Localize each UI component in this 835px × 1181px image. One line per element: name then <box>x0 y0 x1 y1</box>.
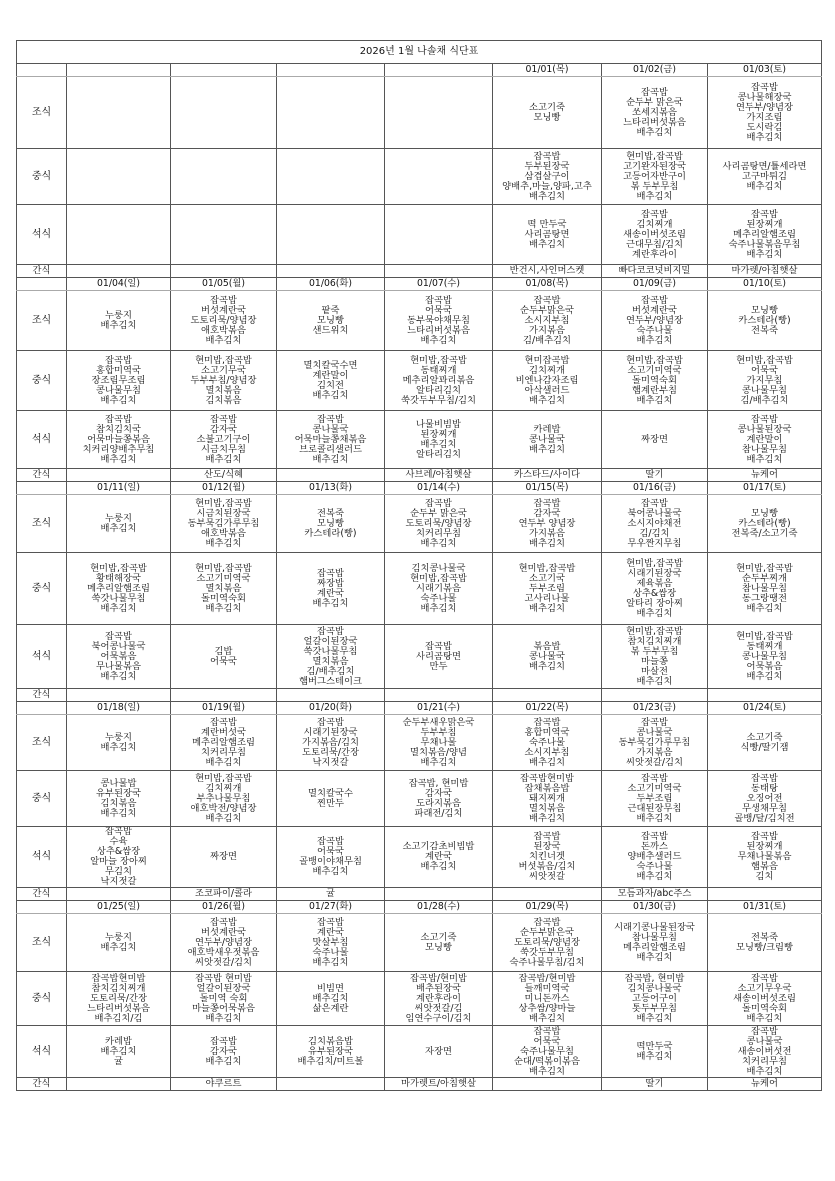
snack-cell <box>708 689 822 702</box>
lunch-menu-cell: 잡곡밥, 현미밥 김치콩나물국 고등어구이 톳두부무침 배추김치 <box>602 972 708 1026</box>
date-cell: 01/05(월) <box>171 278 277 291</box>
breakfast-menu-cell: 잡곡밥 콩나물국 동부묵김가루무침 가지볶음 씨앗젓갈/김치 <box>602 715 708 771</box>
snack-cell <box>67 1078 171 1091</box>
meal-label: 조식 <box>17 715 67 771</box>
breakfast-menu-cell <box>67 77 171 149</box>
dinner-menu-cell: 떡 만두국 사리곰탕면 배추김치 <box>493 205 602 265</box>
date-cell: 01/10(토) <box>708 278 822 291</box>
meal-plan-table <box>16 40 822 1091</box>
dinner-menu-cell: 잡곡밥 북어콩나물국 어묵볶음 무나물볶음 배추김치 <box>67 625 171 689</box>
snack-cell <box>67 689 171 702</box>
lunch-menu-cell: 현미밥,잡곡밥 소고기무국 두부부침/양념장 멸치볶음 김치볶음 <box>171 351 277 411</box>
breakfast-menu-cell: 모닝빵 카스테라(빵) 전복죽/소고기죽 <box>708 495 822 553</box>
dinner-menu-cell: 잡곡밥 김치찌개 새송이버섯조림 근대무침/김치 계란후라이 <box>602 205 708 265</box>
snack-label: 간식 <box>17 1078 67 1091</box>
dinner-menu-cell: 카레밥 콩나물국 배추김치 <box>493 411 602 469</box>
dinner-menu-cell: 잡곡밥 어묵국 골뱅이야채무침 배추김치 <box>277 827 385 888</box>
breakfast-menu-cell: 잡곡밥 시래기된장국 가지볶음/김치 도토리묵/간장 낙지젓갈 <box>277 715 385 771</box>
breakfast-menu-cell: 잡곡밥 계란버섯국 메추리알햄조림 치커리무침 배추김치 <box>171 715 277 771</box>
dinner-menu-cell: 잡곡밥 콩나물국 새송이버섯전 치커리무침 배추김치 <box>708 1026 822 1078</box>
snack-cell <box>171 689 277 702</box>
snack-cell <box>67 469 171 482</box>
dinner-menu-cell: 카레밥 배추김치 귤 <box>67 1026 171 1078</box>
lunch-menu-cell: 현미밥,잡곡밥 소고기국 두부조림 고사리나물 배추김치 <box>493 553 602 625</box>
breakfast-row <box>17 495 822 553</box>
snack-row <box>17 888 822 901</box>
date-row-blank <box>17 901 67 914</box>
lunch-menu-cell: 현미밥,잡곡밥 시래기된장국 제육볶음 상추&쌈장 알타리 장아찌 배추김치 <box>602 553 708 625</box>
lunch-menu-cell: 멸치칼국수면 계란말이 김치전 배추김치 <box>277 351 385 411</box>
meal-label: 중식 <box>17 972 67 1026</box>
week-date-row <box>17 702 822 715</box>
date-cell: 01/08(목) <box>493 278 602 291</box>
lunch-menu-cell: 현미밥,잡곡밥 어묵국 가지무침 콩나물무침 김/배추김치 <box>708 351 822 411</box>
lunch-menu-cell: 잡곡밥 홍합미역국 장조림무조림 콩나물무침 배추김치 <box>67 351 171 411</box>
dinner-menu-cell: 짜장면 <box>602 411 708 469</box>
snack-row <box>17 689 822 702</box>
dinner-menu-cell: 소고기감초비빔밥 계란국 배추김치 <box>385 827 493 888</box>
meal-label: 중식 <box>17 553 67 625</box>
dinner-menu-cell: 현미밥,잡곡밥 참치김치찌개 볶 두부무침 마늘쫑 마살전 배추김치 <box>602 625 708 689</box>
date-cell: 01/23(금) <box>602 702 708 715</box>
snack-cell <box>277 689 385 702</box>
snack-cell <box>493 888 602 901</box>
dinner-menu-cell: 잡곡밥 된장국 치킨너겟 버섯볶음/김치 씨앗젓갈 <box>493 827 602 888</box>
breakfast-menu-cell: 누룽지 배추김치 <box>67 291 171 351</box>
snack-label: 간식 <box>17 689 67 702</box>
date-cell: 01/25(일) <box>67 901 171 914</box>
breakfast-menu-cell: 누룽지 배추김치 <box>67 495 171 553</box>
breakfast-menu-cell: 잡곡밥 계란국 맛살부침 숙주나물 배추김치 <box>277 914 385 972</box>
date-cell <box>171 64 277 77</box>
breakfast-menu-cell <box>277 77 385 149</box>
date-cell: 01/01(목) <box>493 64 602 77</box>
snack-cell <box>493 1078 602 1091</box>
breakfast-menu-cell <box>171 77 277 149</box>
dinner-menu-cell: 잡곡밥 사리곰탕면 만두 <box>385 625 493 689</box>
lunch-menu-cell: 현미밥,잡곡밥 고기완자된장국 고등어자반구이 볶 두부무침 배추김치 <box>602 149 708 205</box>
dinner-menu-cell: 김치볶음밥 유부된장국 배추김치/미트볼 <box>277 1026 385 1078</box>
lunch-menu-cell <box>385 149 493 205</box>
snack-cell <box>67 265 171 278</box>
snack-cell <box>277 469 385 482</box>
snack-label: 간식 <box>17 469 67 482</box>
date-cell: 01/31(토) <box>708 901 822 914</box>
date-cell: 01/21(수) <box>385 702 493 715</box>
snack-cell: 조코파이/콜라 <box>171 888 277 901</box>
dinner-menu-cell: 나물비빔밥 된장찌개 배추김치 알타리김치 <box>385 411 493 469</box>
lunch-menu-cell: 현미밥,잡곡밥 황태해장국 메추리알햄조림 쑥갓나물무침 배추김치 <box>67 553 171 625</box>
date-cell: 01/12(월) <box>171 482 277 495</box>
breakfast-menu-cell: 현미밥,잡곡밥 시금치된장국 동부묵김가루무침 애호박볶음 배추김치 <box>171 495 277 553</box>
breakfast-row <box>17 77 822 149</box>
dinner-menu-cell <box>171 205 277 265</box>
meal-label: 조식 <box>17 77 67 149</box>
date-row-blank <box>17 64 67 77</box>
lunch-menu-cell: 비빔면 배추김치 삶은계란 <box>277 972 385 1026</box>
lunch-menu-cell <box>277 149 385 205</box>
snack-label: 간식 <box>17 265 67 278</box>
snack-cell <box>171 265 277 278</box>
snack-cell <box>385 265 493 278</box>
dinner-row <box>17 827 822 888</box>
date-cell: 01/20(화) <box>277 702 385 715</box>
breakfast-menu-cell: 잡곡밥 순두부맑은국 도토리묵/양념장 쑥갓두부무침 숙주나물무침/김치 <box>493 914 602 972</box>
page-title: 2026년 1월 나솔채 식단표 <box>17 41 822 64</box>
meal-label: 조식 <box>17 914 67 972</box>
lunch-menu-cell: 콩나물밥 유부된장국 김치볶음 배추김치 <box>67 771 171 827</box>
dinner-menu-cell: 자장면 <box>385 1026 493 1078</box>
lunch-menu-cell: 현미밥,잡곡밥 김치찌개 부추나물무침 애호박전/양념장 배추김치 <box>171 771 277 827</box>
meal-label: 중식 <box>17 351 67 411</box>
date-cell: 01/22(목) <box>493 702 602 715</box>
lunch-menu-cell: 잡곡밥/현미밥 들깨미역국 미니돈까스 상추쌈/양마늘 배추김치 <box>493 972 602 1026</box>
lunch-row <box>17 972 822 1026</box>
breakfast-menu-cell: 잡곡밥 순두부 맑은국 쏘세지볶음 느타리버섯볶음 배추김치 <box>602 77 708 149</box>
lunch-row <box>17 771 822 827</box>
snack-cell <box>277 265 385 278</box>
lunch-menu-cell <box>171 149 277 205</box>
lunch-menu-cell: 현미밥,잡곡밥 동태찌개 메추리알꽈리볶음 알타리김치 쑥갓두부무침/김치 <box>385 351 493 411</box>
snack-row <box>17 265 822 278</box>
snack-cell: 빠다코코넛비지밀 <box>602 265 708 278</box>
snack-cell: 야쿠르트 <box>171 1078 277 1091</box>
date-cell: 01/03(토) <box>708 64 822 77</box>
lunch-menu-cell: 사리곰탕면/튤세라면 고구마튀김 배추김치 <box>708 149 822 205</box>
date-cell <box>67 64 171 77</box>
date-cell: 01/07(수) <box>385 278 493 291</box>
date-row-blank <box>17 702 67 715</box>
snack-cell <box>385 689 493 702</box>
snack-cell: 카스타드/사이다 <box>493 469 602 482</box>
breakfast-menu-cell: 소고기죽 모닝빵 <box>493 77 602 149</box>
snack-cell: 산도/식혜 <box>171 469 277 482</box>
breakfast-menu-cell: 잡곡밥 순두부맑은국 소시지부침 가지볶음 김/배추김치 <box>493 291 602 351</box>
meal-label: 석식 <box>17 205 67 265</box>
meal-label: 조식 <box>17 291 67 351</box>
snack-row <box>17 1078 822 1091</box>
dinner-menu-cell <box>277 205 385 265</box>
date-row-blank <box>17 278 67 291</box>
dinner-row <box>17 1026 822 1078</box>
breakfast-menu-cell: 잡곡밥 버섯계란국 도토리묵/양념장 애호박볶음 배추김치 <box>171 291 277 351</box>
snack-cell: 딸기 <box>602 469 708 482</box>
date-cell: 01/27(화) <box>277 901 385 914</box>
breakfast-menu-cell: 모닝빵 카스테라(빵) 전복죽 <box>708 291 822 351</box>
dinner-row <box>17 625 822 689</box>
lunch-menu-cell: 잡곡밥 현미밥 얼갈이된장국 돌미역 숙회 마늘쫑어묵볶음 배추김치 <box>171 972 277 1026</box>
snack-label: 간식 <box>17 888 67 901</box>
week-date-row <box>17 482 822 495</box>
lunch-menu-cell <box>67 149 171 205</box>
lunch-menu-cell: 현미잡곡밥 김치찌개 비엔나감자조림 아삭샐러드 배추김치 <box>493 351 602 411</box>
lunch-menu-cell: 잡곡밥현미밥 잡채볶음밥 돼지찌개 멸치볶음 배추김치 <box>493 771 602 827</box>
date-cell: 01/17(토) <box>708 482 822 495</box>
dinner-menu-cell: 잡곡밥 참치김치국 어묵마늘쫑볶음 치커리양배추무침 배추김치 <box>67 411 171 469</box>
breakfast-menu-cell: 누룽지 배추김치 <box>67 715 171 771</box>
snack-cell: 마가렛/아침햇살 <box>708 265 822 278</box>
breakfast-menu-cell: 순두부새우맑은국 두부부침 무채나물 멸치볶음/양념 배추김치 <box>385 715 493 771</box>
snack-cell: 마가렛트/아침햇살 <box>385 1078 493 1091</box>
dinner-menu-cell: 짜장면 <box>171 827 277 888</box>
snack-cell: 모듬과자/abc주스 <box>602 888 708 901</box>
breakfast-row <box>17 291 822 351</box>
dinner-menu-cell: 김밥 어묵국 <box>171 625 277 689</box>
dinner-menu-cell: 잡곡밥 수육 상추&쌈장 알마늘 장아찌 무김치 낙지젓갈 <box>67 827 171 888</box>
dinner-row <box>17 205 822 265</box>
lunch-menu-cell: 멸치칼국수 찐만두 <box>277 771 385 827</box>
breakfast-menu-cell <box>385 77 493 149</box>
breakfast-menu-cell: 잡곡밥 북어콩나물국 소시지야채전 김/김치 무우짠지무침 <box>602 495 708 553</box>
date-cell: 01/04(일) <box>67 278 171 291</box>
meal-label: 석식 <box>17 625 67 689</box>
date-cell: 01/28(수) <box>385 901 493 914</box>
breakfast-menu-cell: 잡곡밥 순두부 맑은국 도토리묵/양념장 치커리무침 배추김치 <box>385 495 493 553</box>
breakfast-row <box>17 914 822 972</box>
dinner-menu-cell: 떡만두국 배추김치 <box>602 1026 708 1078</box>
dinner-menu-cell: 잡곡밥 된장찌개 무채나물볶음 햄볶음 김치 <box>708 827 822 888</box>
dinner-menu-cell: 잡곡밥 돈까스 양배추샐러드 숙주나물 배추김치 <box>602 827 708 888</box>
breakfast-menu-cell: 팥죽 모닝빵 샌드위치 <box>277 291 385 351</box>
lunch-menu-cell: 잡곡밥현미밥 참치김치찌개 도토리묵/간장 느타리버섯볶음 배추김치/김 <box>67 972 171 1026</box>
breakfast-menu-cell: 잡곡밥 어묵국 동부묵야채무침 느타리버섯볶음 배추김치 <box>385 291 493 351</box>
snack-row <box>17 469 822 482</box>
breakfast-menu-cell: 잡곡밥 홍합미역국 숙주나물 소시지부침 배추김치 <box>493 715 602 771</box>
date-cell: 01/09(금) <box>602 278 708 291</box>
date-cell: 01/15(목) <box>493 482 602 495</box>
snack-cell <box>277 1078 385 1091</box>
breakfast-menu-cell: 잡곡밥 콩나물해장국 연두부/양념장 가지조림 도시락김 배추김치 <box>708 77 822 149</box>
dinner-menu-cell: 현미밥,잡곡밥 동태찌개 콩나물무침 어묵볶음 배추김치 <box>708 625 822 689</box>
date-cell: 01/11(일) <box>67 482 171 495</box>
lunch-menu-cell: 잡곡밥 동태탕 오징어전 무생채무침 골뱅/달/김치전 <box>708 771 822 827</box>
lunch-menu-cell: 잡곡밥, 현미밥 감자국 도라지볶음 파래전/김치 <box>385 771 493 827</box>
dinner-row <box>17 411 822 469</box>
lunch-menu-cell: 잡곡밥/현미밥 배추된장국 계란후라이 씨앗젓갈/김 임연수구이/김치 <box>385 972 493 1026</box>
lunch-menu-cell: 현미밥,잡곡밥 소고기미역국 돌미역숙회 햄계란부침 배추김치 <box>602 351 708 411</box>
snack-cell: 뉴케어 <box>708 469 822 482</box>
snack-cell <box>708 888 822 901</box>
meal-label: 중식 <box>17 771 67 827</box>
lunch-menu-cell: 현미밥,잡곡밥 소고기미역국 멸치볶음 돌미역숙회 배추김치 <box>171 553 277 625</box>
lunch-menu-cell: 잡곡밥 두부된장국 삼겹살구이 양배추,마늘,양파,고추 배추김치 <box>493 149 602 205</box>
dinner-menu-cell: 잡곡밥 콩나물된장국 계란말이 참나물무침 배추김치 <box>708 411 822 469</box>
date-cell: 01/06(화) <box>277 278 385 291</box>
dinner-menu-cell: 잡곡밥 감자국 소불고기구이 시금치무침 배추김치 <box>171 411 277 469</box>
dinner-menu-cell: 잡곡밥 콩나물국 어묵마늘쫑채볶음 브로콜리샐러드 배추김치 <box>277 411 385 469</box>
meal-label: 석식 <box>17 1026 67 1078</box>
breakfast-menu-cell: 잡곡밥 버섯계란국 연두부/양념장 애호박새우젓볶음 씨앗젓갈/김치 <box>171 914 277 972</box>
date-cell: 01/16(금) <box>602 482 708 495</box>
meal-label: 석식 <box>17 827 67 888</box>
week-date-row <box>17 901 822 914</box>
date-cell: 01/14(수) <box>385 482 493 495</box>
date-cell: 01/18(일) <box>67 702 171 715</box>
meal-label: 석식 <box>17 411 67 469</box>
date-cell: 01/24(토) <box>708 702 822 715</box>
snack-cell: 귤 <box>277 888 385 901</box>
breakfast-menu-cell: 잡곡밥 감자국 연두부 양념장 가지볶음 배추김치 <box>493 495 602 553</box>
snack-cell: 반건시,사인머스켓 <box>493 265 602 278</box>
breakfast-menu-cell: 누룽지 배추김치 <box>67 914 171 972</box>
date-cell: 01/02(금) <box>602 64 708 77</box>
date-cell <box>277 64 385 77</box>
date-row-blank <box>17 482 67 495</box>
snack-cell <box>602 689 708 702</box>
snack-cell <box>493 689 602 702</box>
lunch-row <box>17 553 822 625</box>
snack-cell <box>385 888 493 901</box>
breakfast-menu-cell: 전복죽 모닝빵 카스테라(빵) <box>277 495 385 553</box>
date-cell: 01/19(월) <box>171 702 277 715</box>
dinner-menu-cell: 잡곡밥 된장찌개 메추리알햄조림 숙주나물볶음무침 배추김치 <box>708 205 822 265</box>
snack-cell: 딸기 <box>602 1078 708 1091</box>
snack-cell: 사브레/아침햇살 <box>385 469 493 482</box>
date-cell: 01/30(금) <box>602 901 708 914</box>
dinner-menu-cell <box>385 205 493 265</box>
dinner-menu-cell: 잡곡밥 어묵국 숙주나물무침 순대/떡볶이볶음 배추김치 <box>493 1026 602 1078</box>
meal-label: 중식 <box>17 149 67 205</box>
lunch-menu-cell: 잡곡밥 짜장밥 계란국 배추김치 <box>277 553 385 625</box>
dinner-menu-cell: 잡곡밥 얼갈이된장국 쑥갓나물무침 멸치볶음 김/배추김치 햄버그스테이크 <box>277 625 385 689</box>
dinner-menu-cell: 볶음밥 콩나물국 배추김치 <box>493 625 602 689</box>
lunch-menu-cell: 김치콩나물국 현미밥,잡곡밥 시래기볶음 숙주나물 배추김치 <box>385 553 493 625</box>
snack-cell: 뉴케어 <box>708 1078 822 1091</box>
breakfast-menu-cell: 시래기콩나물된장국 참나물무침 메추리알햄조림 배추김치 <box>602 914 708 972</box>
breakfast-menu-cell: 잡곡밥 버섯계란국 연두부/양념장 숙주나물 배추김치 <box>602 291 708 351</box>
dinner-menu-cell: 잡곡밥 감자국 배추김치 <box>171 1026 277 1078</box>
date-cell: 01/29(목) <box>493 901 602 914</box>
week-date-row <box>17 64 822 77</box>
week-date-row <box>17 278 822 291</box>
snack-cell <box>67 888 171 901</box>
breakfast-menu-cell: 소고기죽 식빵/딸기잼 <box>708 715 822 771</box>
breakfast-menu-cell: 소고기죽 모닝빵 <box>385 914 493 972</box>
lunch-row <box>17 149 822 205</box>
breakfast-row <box>17 715 822 771</box>
dinner-menu-cell <box>67 205 171 265</box>
lunch-menu-cell: 현미밥,잡곡밥 순두부찌개 참나물무침 동그랑땡전 배추김치 <box>708 553 822 625</box>
lunch-menu-cell: 잡곡밥 소고기무우국 새송이버섯조림 돌미역숙회 배추김치 <box>708 972 822 1026</box>
date-cell: 01/13(화) <box>277 482 385 495</box>
lunch-row <box>17 351 822 411</box>
meal-label: 조식 <box>17 495 67 553</box>
date-cell <box>385 64 493 77</box>
date-cell: 01/26(월) <box>171 901 277 914</box>
breakfast-menu-cell: 전복죽 모닝빵/크림빵 <box>708 914 822 972</box>
lunch-menu-cell: 잡곡밥 소고기미역국 두부조림 근대된장무침 배추김치 <box>602 771 708 827</box>
